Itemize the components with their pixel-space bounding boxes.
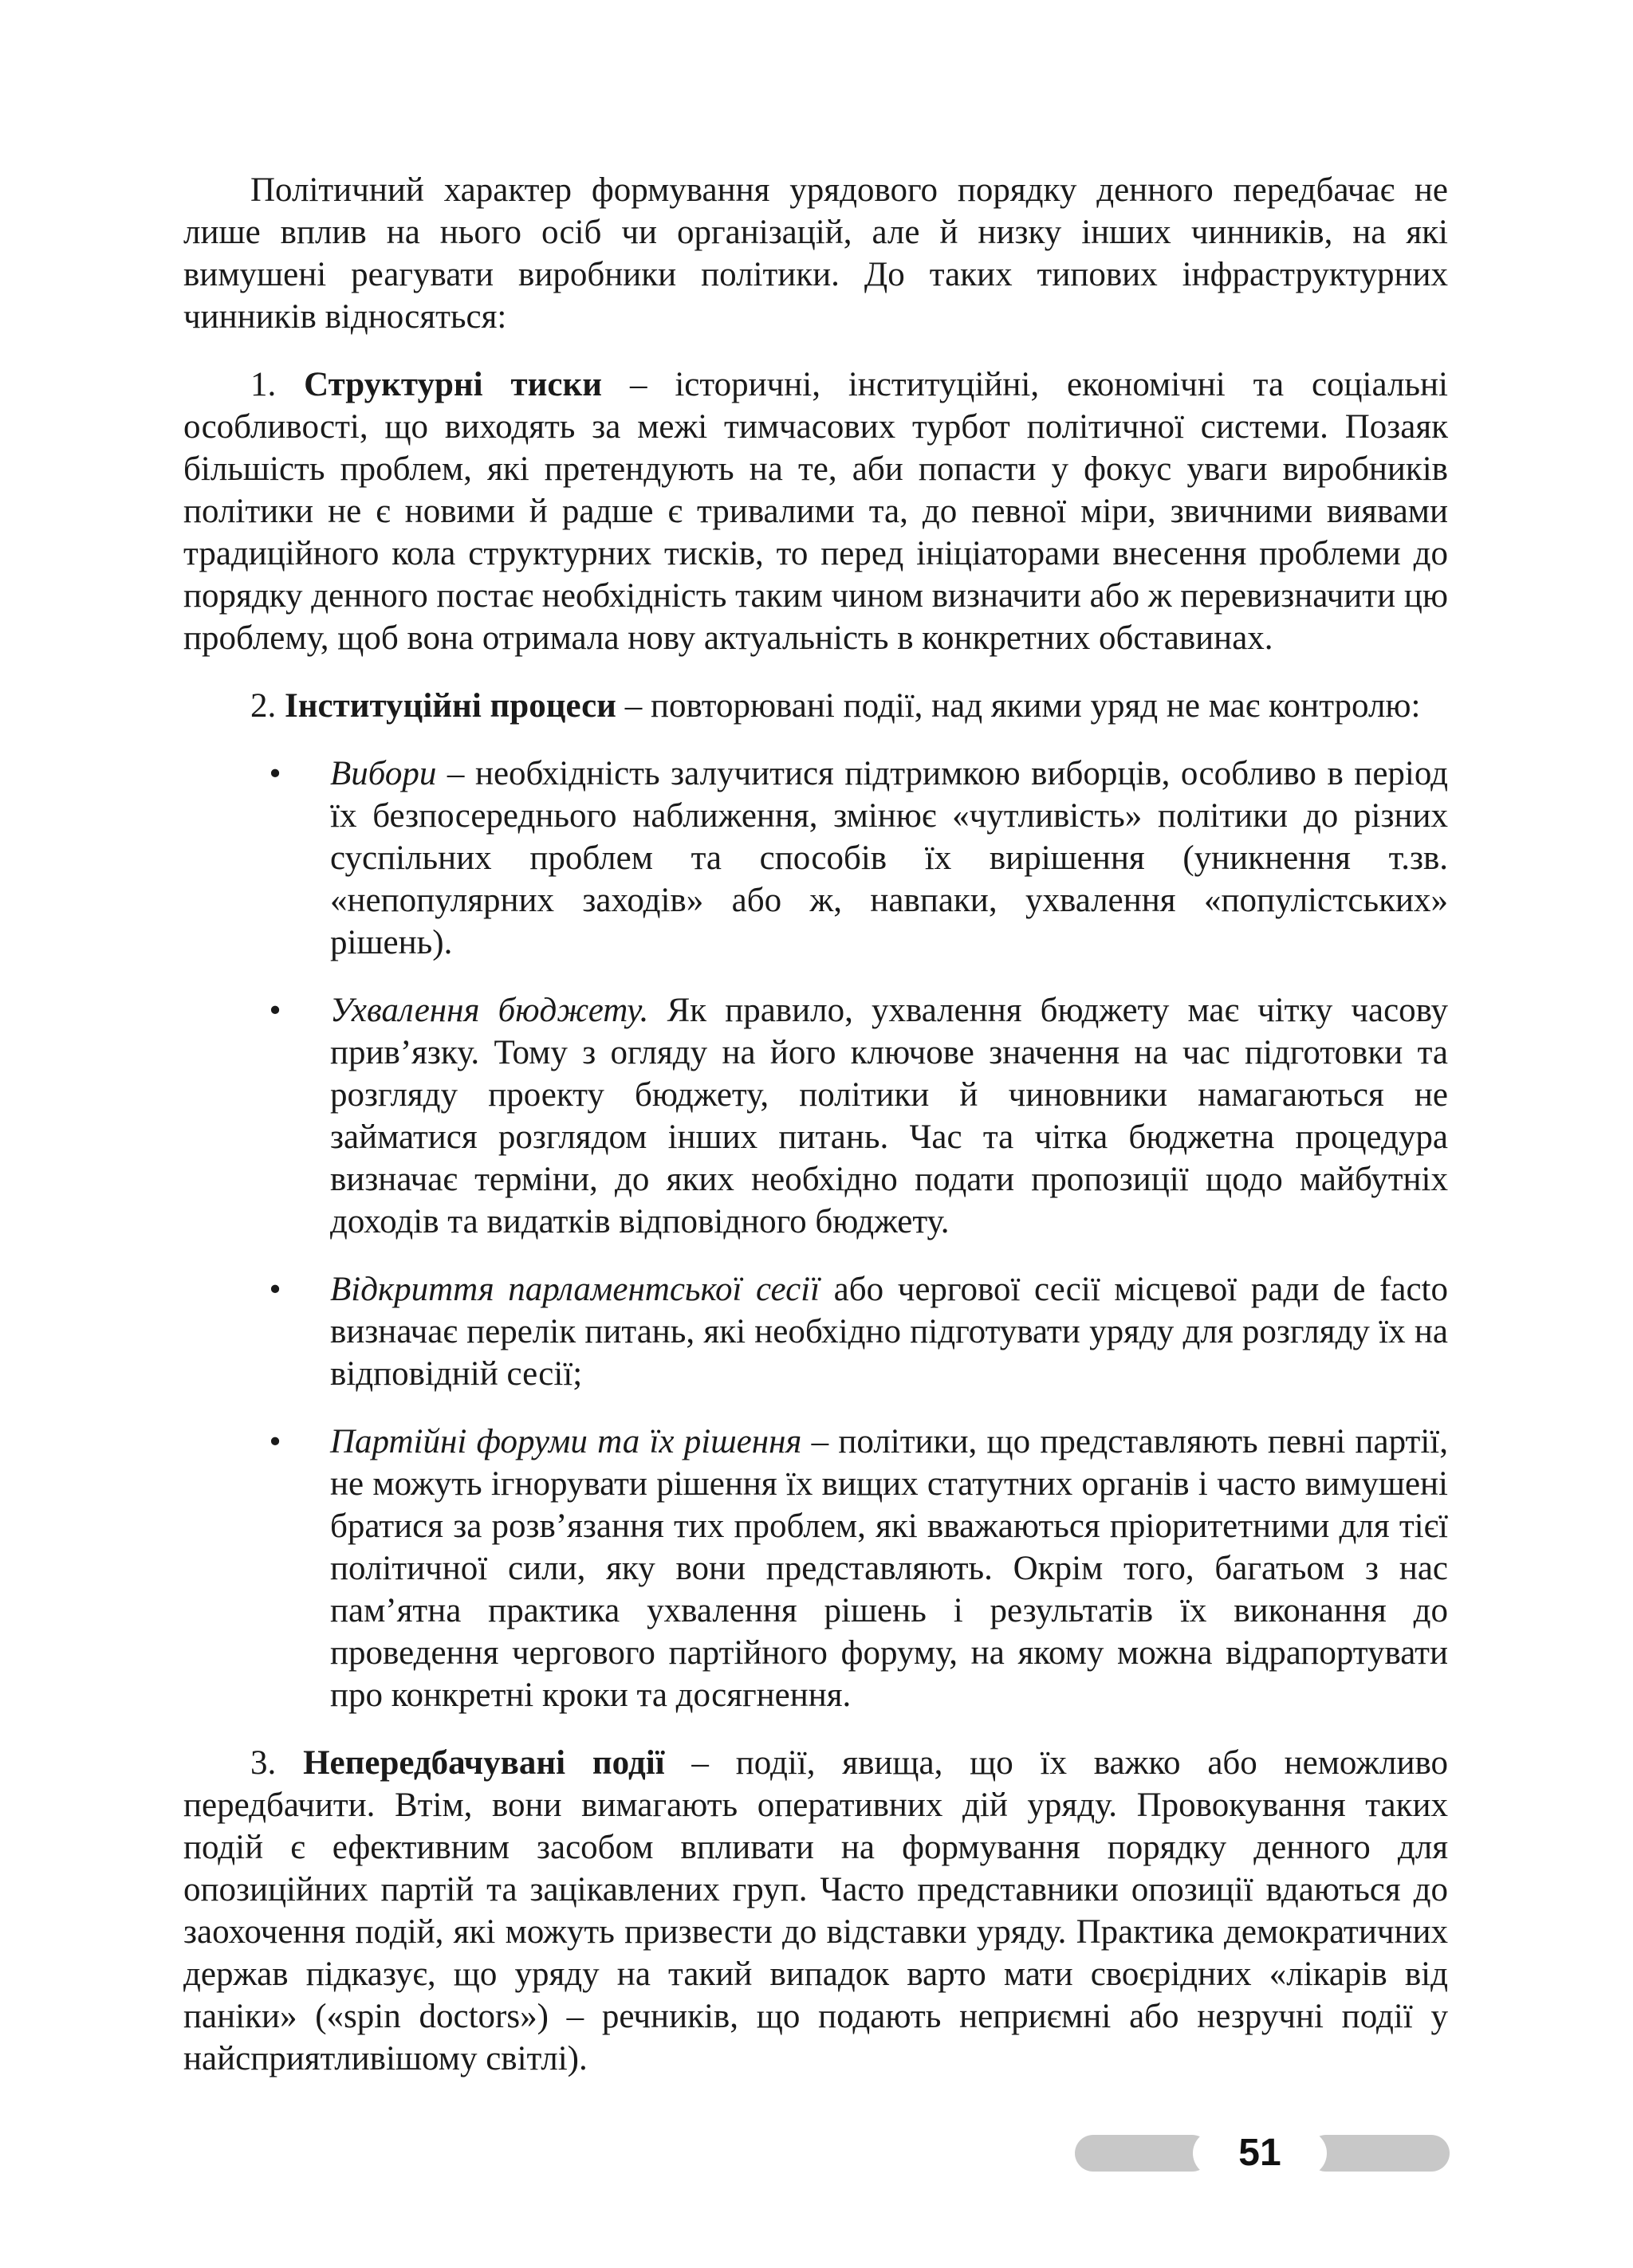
list-item-parliament-session — [183, 1268, 1448, 1395]
structural-pressures-paragraph — [183, 364, 1448, 659]
bullet-text: – політики, що представляють певні партії, не можуть ігнорувати рішення їх вищих статутних органів і часто вимушені братися за розв’язання тих проблем, які вважаються пріоритетними для тієї політичної сили, яку вони представляють. Окрім того, багатьом з нас пам’ятна практика ухвалення рішень і результатів їх виконання до проведення чергового партійного форуму, на якому можна відрапортувати про конкретні кроки та досягнення. — [330, 1423, 1448, 1714]
term-institutional-processes: Інституційні процеси — [285, 687, 616, 725]
page-footer — [1075, 2130, 1450, 2174]
bullet-icon: • — [269, 755, 281, 792]
institutional-processes-paragraph — [183, 685, 1448, 727]
bullet-icon: • — [269, 992, 281, 1029]
bullet-term: Ухвалення бюджету. — [330, 992, 649, 1029]
item-number: 1. — [250, 366, 277, 403]
bullet-text: – необхідність залучитися підтримкою виборців, особливо в період їх безпосереднього наближення, змінює «чутливість» політики до різних суспільних проблем та способів їх вирішення (уникнення т.зв. «непопулярних заходів» або ж, навпаки, ухвалення «популістських» рішень). — [330, 755, 1448, 961]
unforeseen-events-paragraph — [183, 1742, 1448, 2080]
bullet-text: Як правило, ухвалення бюджету має чітку часову прив’язку. Тому з огляду на його ключове значення на час підготовки та розгляду проекту бюджету, політики й чиновники намагаються не займатися розглядом інших питань. Час та чітка бюджетна процедура визначає терміни, до яких необхідно подати пропозиції щодо майбутніх доходів та видатків відповідного бюджету. — [330, 992, 1449, 1240]
footer-bar-left — [1075, 2135, 1210, 2172]
bullet-term: Відкриття парламентської сесії — [330, 1271, 820, 1308]
bullet-icon: • — [269, 1271, 281, 1308]
item-number: 3. — [250, 1744, 277, 1782]
institutional-processes-text: – повторювані події, над якими уряд не має контролю: — [616, 687, 1421, 725]
bullet-term: Партійні форуми та їх рішення — [330, 1423, 802, 1460]
item-number: 2. — [250, 687, 277, 725]
institutional-processes-list — [183, 753, 1448, 1716]
page-number: 51 — [1193, 2130, 1327, 2176]
list-item-party-forums — [183, 1421, 1448, 1716]
list-item-budget — [183, 989, 1448, 1243]
list-item-elections — [183, 753, 1448, 964]
unforeseen-events-text: – події, явища, що їх важко або неможливо передбачити. Втім, вони вимагають оперативних дій уряду. Провокування таких подій є ефективним засобом впливати на формування порядку денного для опозиційних партій та зацікавлених груп. Часто представники опозиції вдаються до заохочення подій, які можуть призвести до відставки уряду. Практика демократичних держав підказує, що уряду на такий випадок варто мати своєрідних «лікарів від паніки» («spin doctors») – речників, що подають неприємні або незручні події у найсприятливішому світлі). — [183, 1744, 1449, 2077]
bullet-term: Вибори — [330, 755, 437, 792]
page-content — [183, 169, 1448, 2105]
term-structural-pressures: Структурні тиски — [304, 366, 603, 403]
bullet-text: або чергової сесії місцевої ради de facto визначає перелік питань, які необхідно підготувати уряду для розгляду їх на відповідній сесії; — [330, 1271, 1448, 1393]
footer-bar-right — [1308, 2135, 1450, 2172]
bullet-icon: • — [269, 1423, 281, 1460]
term-unforeseen-events: Непередбачувані події — [303, 1744, 665, 1782]
intro-paragraph: Політичний характер формування урядового порядку денного передбачає не лише вплив на нього осіб чи організацій, але й низку інших чинників, на які вимушені реагувати виробники політики. До таких типових інфраструктурних чинників відносяться: — [183, 171, 1448, 336]
structural-pressures-text: – історичні, інституційні, економічні та соціальні особливості, що виходять за межі тимчасових турбот політичної системи. Позаяк більшість проблем, які претендують на те, аби попасти у фокус уваги виробників політики не є новими й радше є тривалими та, до певної міри, звичними виявами традиційного кола структурних тисків, то перед ініціаторами внесення проблеми до порядку денного постає необхідність таким чином визначити або ж перевизначити цю проблему, щоб вона отримала нову актуальність в конкретних обставинах. — [183, 366, 1448, 657]
